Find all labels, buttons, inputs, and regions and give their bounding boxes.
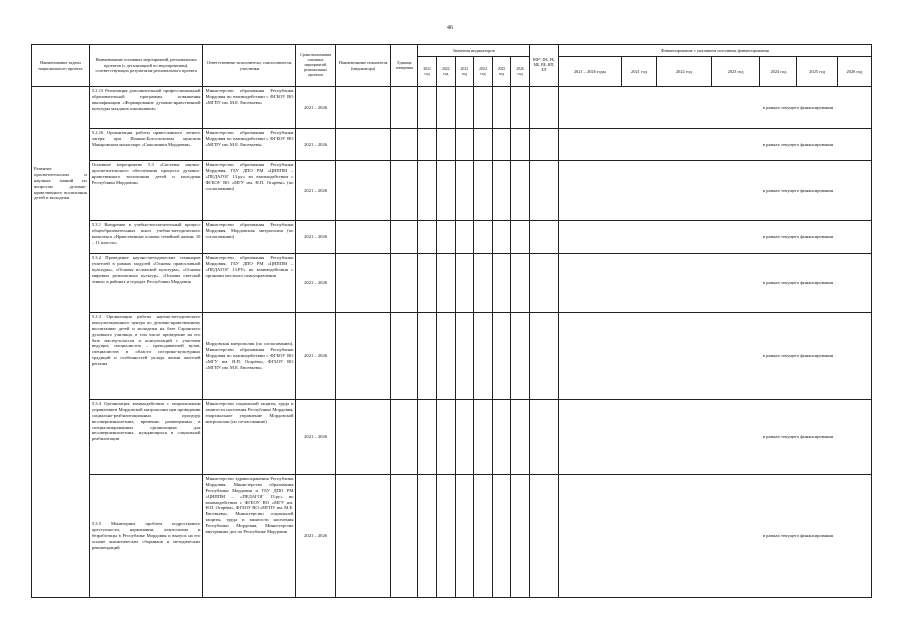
measure-cell: 5.3.1 Внедрение в учебно-воспитательный процесс общеобразовательных школ учебно-методического комплекса «Нравственные основы семейной жизни; 10 – 11 классы» [89,221,203,254]
measure-cell: 5.2.15 Реализация дополнительной профессиональной образовательной программы повышения квалификации «Формирование духовно-нравственной культуры младших школьников» [89,87,203,129]
header-year-fin: 2021 год [621,57,656,87]
table-row [32,475,872,598]
header-year-fin: 2026 год [837,57,871,87]
header-year-fin: 2025 год [797,57,837,87]
table-row [32,129,872,161]
header-year-fin: 2024 год [760,57,797,87]
executors-cell: Министерство образования Республики Мордовия, ГБУ ДПО РМ «ЦНППМ – «ПЕДАГОГ 13.РУ» во взаимодействии с органами местного самоуправления [203,254,296,313]
financing-cell: в рамках текущего финансирования [558,87,871,129]
financing-cell: в рамках текущего финансирования [558,254,871,313]
table-row [32,400,872,475]
financing-cell: в рамках текущего финансирования [558,475,871,598]
term-cell: 2021 – 2026 [296,221,335,254]
header-unit: Единица измерения [391,45,418,87]
table-row [32,161,872,221]
header-year-target: 2021 год [418,57,437,87]
executors-cell: Министерство образования Республики Мордовия, ГБУ ДПО РМ «ЦНППМ – «ПЕДАГОГ 13.ру» во взаимодействии с ФГБОУ ВО «МГУ им. Н.П. Огарёва» (по согласованию) [203,161,296,221]
financing-cell: в рамках текущего финансирования [558,161,871,221]
financing-cell: в рамках текущего финансирования [558,313,871,400]
table-row [32,254,872,313]
header-executors: Ответственные исполнители, соисполнители, участники [203,45,296,87]
term-cell: 2021 – 2026 [296,161,335,221]
term-cell: 2021 – 2026 [296,313,335,400]
header-year-target: 2026 год [511,57,530,87]
header-year-fin: 2022 год [657,57,712,87]
financing-cell: в рамках текущего финансирования [558,129,871,161]
header-year-target: 2025 год [492,57,511,87]
measure-cell: 5.3.5 Мониторинг проблем подросткового преступности, наркомании, алкоголизма и безработицы в Республике Мордовия и выпуск на его основе аналитических сборников и методических рекомендаций [89,475,203,598]
table-row [32,221,872,254]
measure-cell: Основное мероприятие 5.3 «Системы научно-просветительского обеспечения процесса духовно-нравственного воспитания детей и молодежи Республики Мордовия» [89,161,203,221]
table-row [32,313,872,400]
term-cell: 2021 – 2026 [296,87,335,129]
header-measures: Наименование основных мероприятий, региональных проектов (с детализацией по мероприятиям), соответствующих результатам регионального проекта [89,45,203,87]
header-task: Наименование задачи национального проекта [32,45,90,87]
header-year-fin: 2023 год [711,57,760,87]
header-year-target: 2024 год [474,57,493,87]
executors-cell: Мордовская митрополия (по согласованию), Министерство образования Республики Мордовия во взаимодействии с ФГБОУ ВО «МГУ им. Н.П. Огарёва», ФГБОУ ВО «МГПУ им. М.Е. Евсевьева» [203,313,296,400]
table-row [32,87,872,129]
task-cell [32,87,90,598]
header-indicator: Наименование показателя (индикатора) [335,45,391,87]
executors-cell: Министерство образования Республики Мордовия, Мордовская митрополия (по согласованию) [203,221,296,254]
header-year-target: 2022 год [436,57,455,87]
measure-cell: 5.2.16 Организация работы православного летнего лагеря при Иоанно-Богословском мужском Макаровском монастыре «Сокольчики Мордовии» [89,129,203,161]
header-financing: Финансирование с указанием источника финансирования [558,45,871,57]
executors-cell: Министерство социальной защиты, труда и занятости населения Республики Мордовия, епархиальное управление Мордовской митрополии (по согласованию) [203,400,296,475]
header-target: Значения индикаторов [418,45,530,57]
term-cell: 2021 – 2026 [296,400,335,475]
financing-cell: в рамках текущего финансирования [558,400,871,475]
executors-cell: Министерство образования Республики Мордовия во взаимодействии с ФГБОУ ВО «МГПУ им. М.Е. Евсевьева» [203,129,296,161]
measure-cell: 5.3.3 Организация работы научно-методического консультационного центра по духовно-нравственному воспитанию детей и молодежи на базе Саранского духовного училища, в том числе проведение на его базе мастер-классов и консультаций с участием ведущих специалистов – преподавателей вузов, специалистов в области историко-культурных традиций и особенностей уклада жизни жителей региона [89,313,203,400]
header-term: Сроки выполнения основных мероприятий, региональных проектов [296,45,335,87]
financing-cell: в рамках текущего финансирования [558,221,871,254]
term-cell: 2021 – 2026 [296,129,335,161]
header-year-target: 2023 год [455,57,474,87]
header-year-fin: 2021 – 2026 годы [558,57,621,87]
term-cell: 2021 – 2026 [296,254,335,313]
measure-cell: 5.3.4 Организация взаимодействия с епархиальным управлением Мордовской митрополии при проведении социально-реабилитационных процедур несовершеннолетних, временно размещенных в специализированных организациях для несовершеннолетних, нуждающихся в социальной реабилитации [89,400,203,475]
program-table [31,44,872,598]
executors-cell: Министерство образования Республики Мордовия во взаимодействии с ФГБОУ ВО «МГПУ им. М.Е. Евсевьева» [203,87,296,129]
header-budget-codes: НФ*: ФБ, РБ, МБ, ВБ, ИП, ЕЛ [529,45,558,87]
task-text: Развитие просветительских и научных знаний по вопросам духовно-нравственного воспитания детей и молодежи [34,166,87,201]
term-cell: 2021 – 2026 [296,475,335,598]
measure-cell: 5.3.2 Проведение научно-методических семинаров учителей в рамках модулей «Основы православной культуры», «Основы исламской культуры», «Основы мировых религиозных культур», «Основы светской этики» в районах и городах Республики Мордовия [89,254,203,313]
page-number: 46 [447,25,453,31]
executors-cell: Министерство здравоохранения Республики Мордовия, Министерство образования Республики Мордовия и ГБУ ДПО РМ «ЦНППМ – «ПЕДАГОГ 13.ру» во взаимодействии с ФГБОУ ВО «МГУ им. Н.П. Огарёва», ФГБОУ ВО «МГПУ им. М.Е. Евсевьева», Министерство социальной защиты, труда и занятости населения Республики Мордовия, Министерство внутренних дел по Республике Мордовия [203,475,296,598]
